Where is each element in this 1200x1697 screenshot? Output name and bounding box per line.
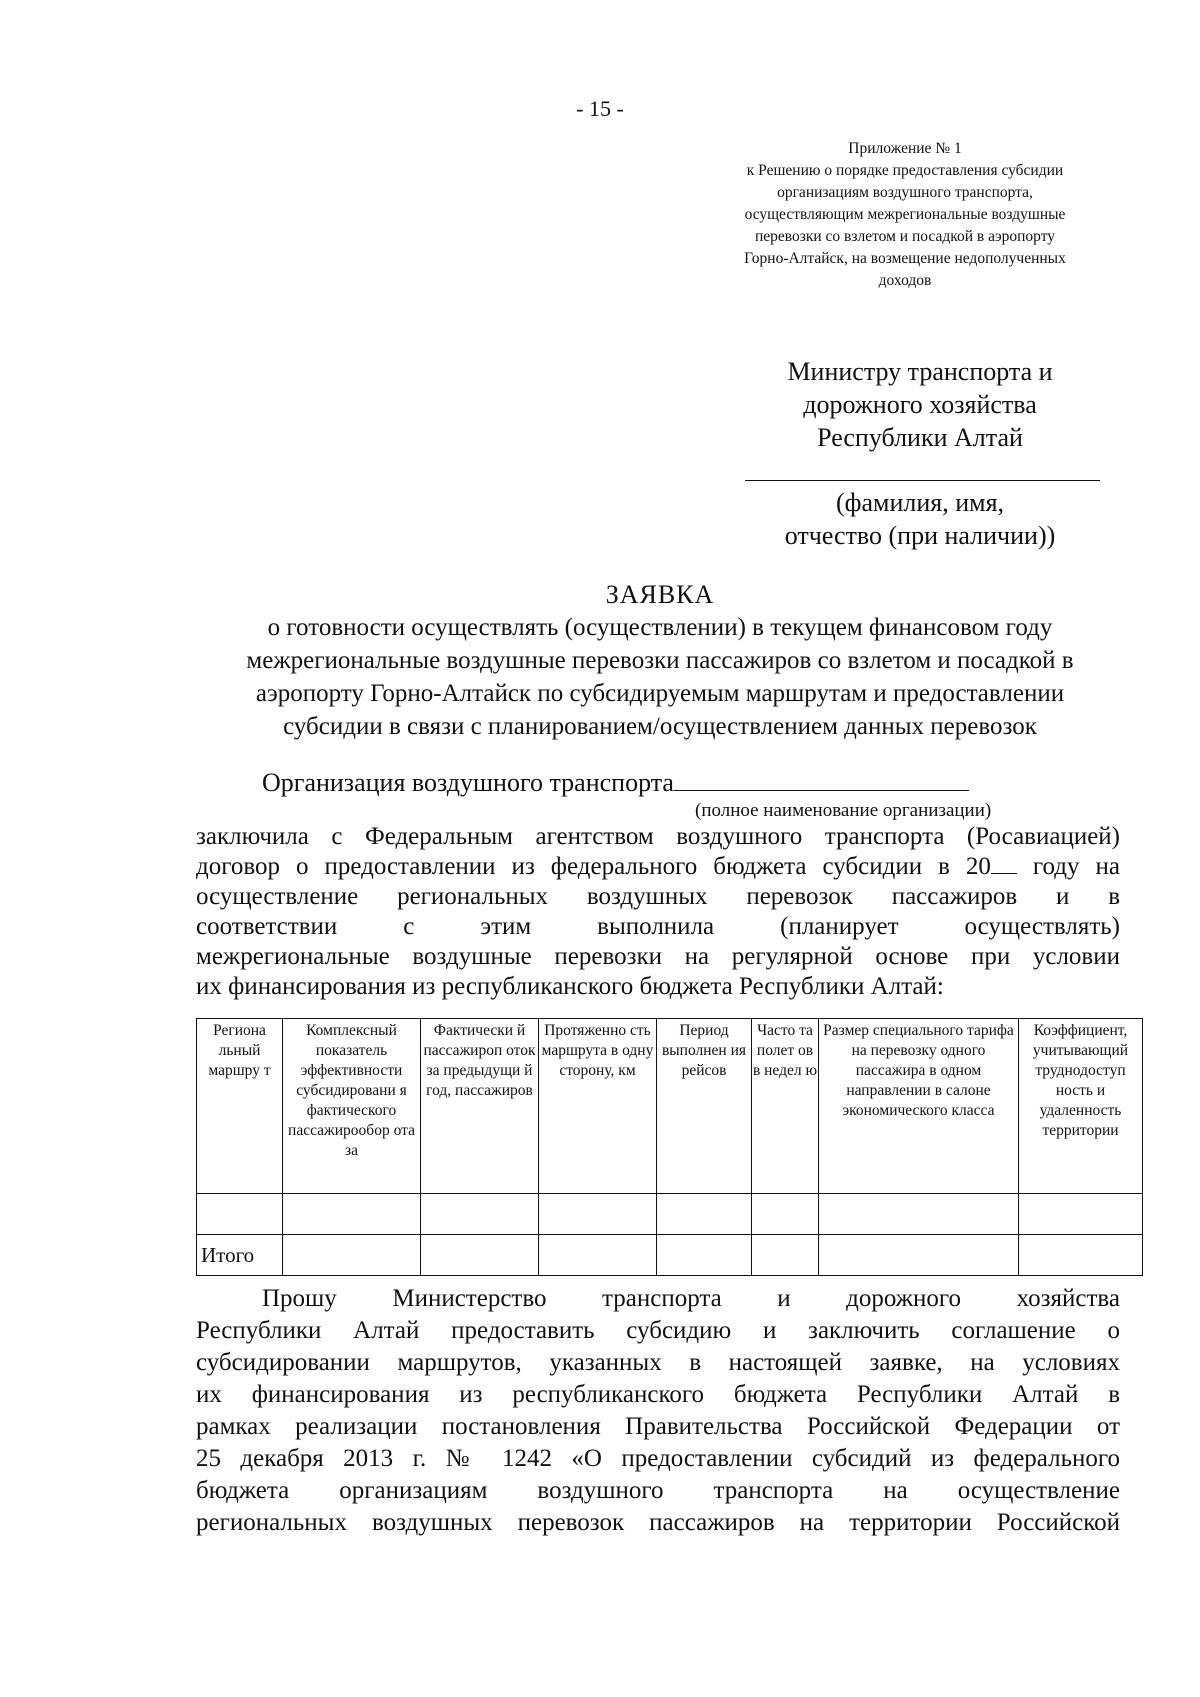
table-total-row [197,1235,1143,1276]
appendix-title: Приложение № 1 [848,140,962,157]
table-row [197,1194,1143,1235]
name-caption-line: (фамилия, имя, [835,488,1005,517]
request-paragraph-line: бюджета организациям воздушного транспорта на осуществление [196,1477,1120,1504]
appendix-note [690,138,1120,292]
appendix-line: Горно-Алтайск, на возмещение недополученных [744,250,1066,267]
request-paragraph-line: Прошу Министерство транспорта и дорожного хозяйства [262,1285,1120,1312]
appendix-line: организациям воздушного транспорта, [777,184,1033,201]
table-cell[interactable] [283,1194,421,1235]
heading-line: о готовности осуществлять (осуществлении) в текущем финансовом году [267,614,1053,641]
table-header-row [197,1019,1143,1194]
table-cell[interactable] [197,1194,283,1235]
table-cell[interactable] [819,1235,1019,1276]
column-header: Фактически й пассажироп оток за предыдущи й год, пассажиров [421,1019,539,1194]
request-paragraph-line: Республики Алтай предоставить субсидию и заключить соглашение о [196,1317,1120,1344]
table-cell[interactable] [421,1235,539,1276]
request-paragraph-line: субсидировании маршрутов, указанных в настоящей заявке, на условиях [196,1349,1120,1376]
column-header: Коэффициент, учитывающий труднодоступ ность и удаленность территории [1019,1019,1143,1194]
table-cell[interactable] [1019,1235,1143,1276]
request-paragraph-line: региональных воздушных перевозок пассажиров на территории Российской [196,1509,1120,1536]
column-header: Региона льный маршру т [197,1019,283,1194]
appendix-line: доходов [878,272,932,289]
total-label: Итого [197,1235,283,1276]
column-header: Часто та полет ов в недел ю [752,1019,819,1194]
paragraph-line: их финансирования из республиканского бюджета Республики Алтай: [196,973,944,1000]
addressee-line: Республики Алтай [817,423,1023,452]
organization-fill-field[interactable] [674,768,969,791]
organization-line [262,768,969,798]
request-paragraph-line: рамках реализации постановления Правительства Российской Федерации от [196,1413,1120,1440]
table-cell[interactable] [657,1235,752,1276]
application-heading [190,578,1130,743]
name-caption [740,486,1100,552]
page-number: - 15 - [576,96,624,121]
paragraph-line: осуществление региональных воздушных перевозок пассажиров и в [196,883,1120,910]
column-header: Период выполнен ия рейсов [657,1019,752,1194]
paragraph-line: договор о предоставлении из федерального бюджета субсидии в 20 году на [196,853,1120,880]
name-caption-line: отчество (при наличии)) [784,521,1056,550]
appendix-line: к Решению о порядке предоставления субсидии [746,162,1064,179]
routes-table [196,1018,1143,1276]
paragraph-line: соответствии с этим выполнила (планирует осуществлять) [196,913,1120,940]
table-cell[interactable] [1019,1194,1143,1235]
request-paragraph-line: 25 декабря 2013 г. № 1242 «О предоставлении субсидий из федерального [196,1445,1120,1472]
addressee [740,355,1100,454]
column-header: Размер специального тарифа на перевозку одного пассажира в одном направлении в салоне экономического класса [819,1019,1019,1194]
appendix-line: осуществляющим межрегиональные воздушные [744,206,1066,223]
application-title: ЗАЯВКА [605,580,715,609]
organization-label: Организация воздушного транспорта [262,768,674,797]
paragraph-line: заключила с Федеральным агентством воздушного транспорта (Росавиацией) [196,823,1120,850]
table-cell[interactable] [752,1194,819,1235]
name-fill-line[interactable] [745,480,1100,481]
table-cell[interactable] [819,1194,1019,1235]
table-cell[interactable] [539,1194,657,1235]
table-cell[interactable] [421,1194,539,1235]
heading-line: субсидии в связи с планированием/осуществлением данных перевозок [283,713,1037,740]
column-header: Комплексный показатель эффективности субсидировани я фактического пассажирообор ота за [283,1019,421,1194]
paragraph-line: межрегиональные воздушные перевозки на регулярной основе при условии [196,943,1120,970]
organization-caption: (полное наименование организации) [695,800,992,821]
year-fill-field[interactable] [991,853,1017,874]
table-cell[interactable] [283,1235,421,1276]
table-cell[interactable] [752,1235,819,1276]
addressee-line: дорожного хозяйства [803,390,1037,419]
heading-line: межрегиональные воздушные перевозки пассажиров со взлетом и посадкой в [246,647,1074,674]
appendix-line: перевозки со взлетом и посадкой в аэропорту [754,228,1056,245]
heading-line: аэропорту Горно-Алтайск по субсидируемым маршрутам и предоставлении [255,680,1065,707]
table-cell[interactable] [539,1235,657,1276]
request-paragraph-line: их финансирования из республиканского бюджета Республики Алтай в [196,1381,1120,1408]
column-header: Протяженно сть маршрута в одну сторону, км [539,1019,657,1194]
addressee-line: Министру транспорта и [787,357,1053,386]
table-cell[interactable] [657,1194,752,1235]
